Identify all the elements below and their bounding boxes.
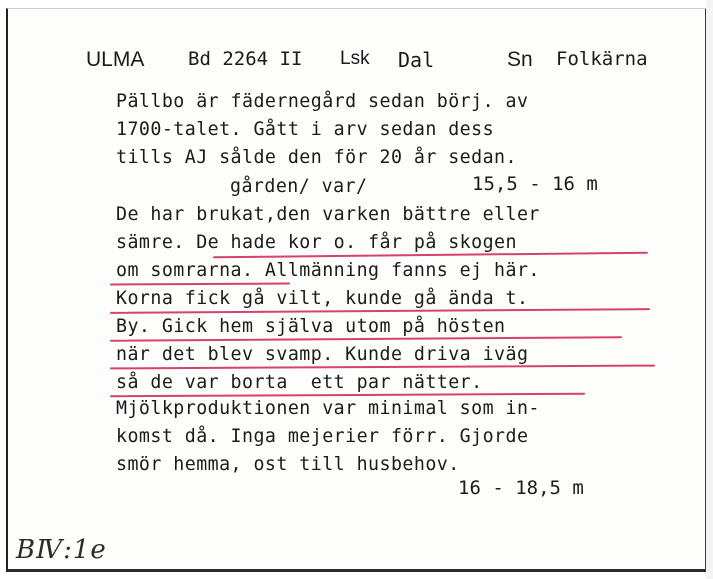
body-line: De har brukat,den varken bättre eller — [116, 204, 540, 225]
handwritten-signature: BⅣ:1e — [16, 535, 107, 565]
measure-top: 15,5 - 16 m — [472, 173, 598, 195]
archive-name: ULMA — [86, 48, 145, 71]
body-line: By. Gick hem själva utom på hösten — [116, 316, 506, 337]
body-line: smör hemma, ost till husbehov. — [116, 454, 460, 475]
body-line: tills AJ sålde den för 20 år sedan. — [116, 147, 517, 168]
socken-value: Folkärna — [556, 48, 648, 70]
body-line: Korna fick gå vilt, kunde gå ända t. — [116, 288, 529, 309]
body-line: 1700-talet. Gått i arv sedan dess — [116, 119, 495, 140]
body-line: Pällbo är fädernegård sedan börj. av — [116, 91, 529, 112]
body-line: så de var borta ett par nätter. — [116, 372, 483, 393]
record-number: Bd 2264 II — [188, 48, 303, 70]
socken-label: Sn — [507, 48, 533, 71]
card-edge — [706, 0, 713, 579]
body-line: om somrarna. Allmänning fanns ej här. — [116, 260, 540, 281]
landskap-value: Dal — [398, 48, 435, 72]
body-line: när det blev svamp. Kunde driva iväg — [116, 344, 529, 365]
body-line: Mjölkproduktionen var minimal som in- — [116, 398, 540, 419]
measure-bottom: 16 - 18,5 m — [458, 477, 584, 499]
body-line: sämre. De hade kor o. får på skogen — [116, 232, 517, 253]
garden-label: gården/ var/ — [230, 176, 368, 197]
landskap-label: Lsk — [340, 48, 370, 69]
body-line: komst då. Inga mejerier förr. Gjorde — [116, 426, 529, 447]
